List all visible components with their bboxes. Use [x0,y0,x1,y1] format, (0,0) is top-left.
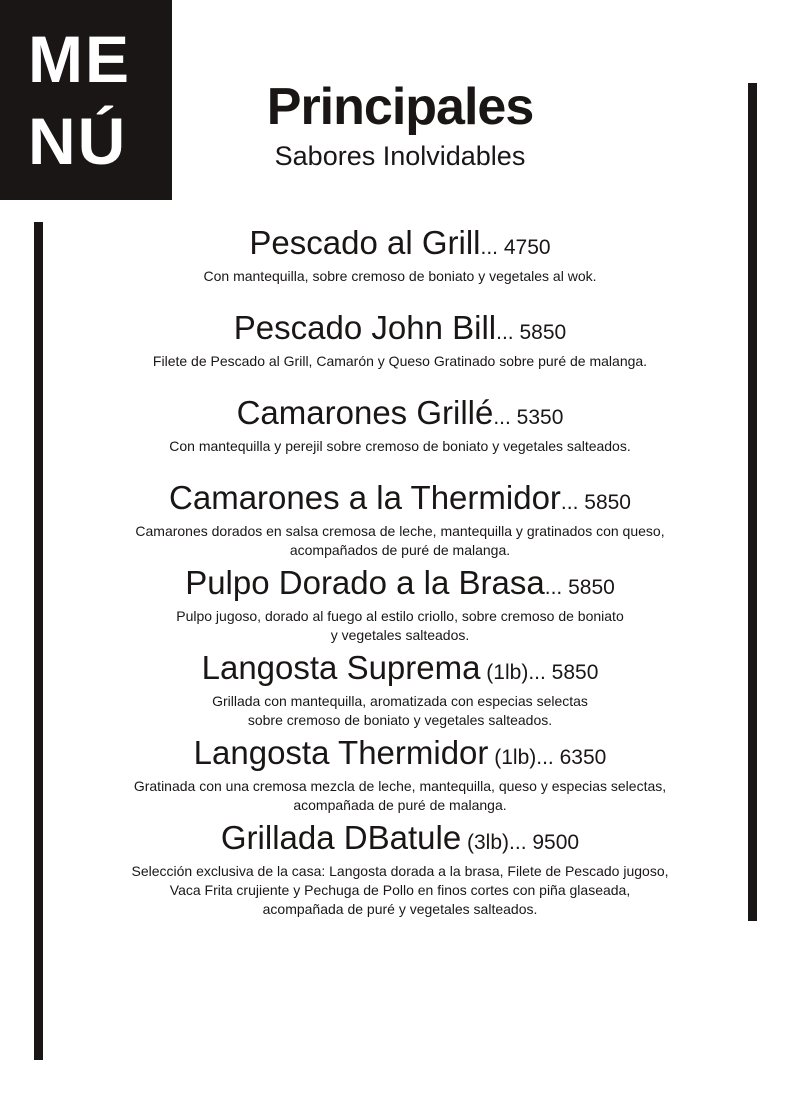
menu-item-description [60,267,740,286]
menu-item-price: ... 9500 [509,831,580,854]
menu-item-description-line: sobre cremoso de boniato y vegetales salteados. [247,712,553,728]
menu-badge [0,0,172,200]
menu-item-description [60,352,740,371]
menu-item-heading [60,563,740,610]
menu-item-description-line: Camarones dorados en salsa cremosa de leche, mantequilla y gratinados con queso, [135,523,665,539]
menu-item-description [60,777,740,815]
menu-item-price: ... 6350 [536,746,607,769]
menu-item-description-line: acompañados de puré de malanga. [289,542,511,558]
menu-item-heading [60,393,740,440]
menu-item-name: Grillada DBatule [220,819,462,856]
menu-item-name: Langosta Thermidor [193,734,489,771]
menu-item-description-line: Con mantequilla y perejil sobre cremoso de boniato y vegetales salteados. [169,438,631,454]
section-heading [190,78,610,172]
menu-item-name: Pescado al Grill [249,224,481,261]
menu-item [60,308,740,393]
menu-item-description [60,522,740,560]
menu-item-description-line: Con mantequilla, sobre cremoso de boniato y vegetales al wok. [203,268,597,284]
menu-item-name: Camarones a la Thermidor [169,479,561,516]
menu-item [60,818,740,928]
menu-item [60,223,740,308]
menu-item-size: (3lb) [461,831,510,854]
menu-item-price: ... 5850 [496,321,567,344]
menu-item-description-line: Grillada con mantequilla, aromatizada con especias selectas [212,693,588,709]
section-title: Principales [266,78,534,136]
menu-item-description-line: acompañada de puré y vegetales salteados. [262,901,538,917]
menu-item-name: Pescado John Bill [233,309,497,346]
menu-item-name: Pulpo Dorado a la Brasa [185,564,545,601]
menu-item-heading [60,478,740,525]
menu-item-price: ... 4750 [480,236,551,259]
menu-item-name: Langosta Suprema [201,649,481,686]
menu-item-description [60,437,740,456]
menu-item-price: ... 5850 [528,661,599,684]
menu-item-description-line: Filete de Pescado al Grill, Camarón y Queso Gratinado sobre puré de malanga. [152,353,648,369]
menu-item [60,478,740,563]
menu-item-description-line: Vaca Frita crujiente y Pechuga de Pollo en finos cortes con piña glaseada, [169,882,631,898]
menu-item-price: ... 5350 [493,406,564,429]
menu-item-description-line: y vegetales salteados. [330,627,470,643]
menu-badge-line-1: ME [28,22,131,96]
menu-item-heading [60,648,740,695]
left-decorative-bar [34,222,43,1060]
menu-item-heading [60,818,740,865]
menu-item [60,563,740,648]
menu-item-description [60,692,740,730]
menu-item-description-line: Selección exclusiva de la casa: Langosta dorada a la brasa, Filete de Pescado jugoso, [131,863,669,879]
menu-item [60,733,740,818]
menu-item-heading [60,223,740,270]
menu-item-description-line: Pulpo jugoso, dorado al fuego al estilo criollo, sobre cremoso de boniato [176,608,624,624]
right-decorative-bar [748,83,757,921]
menu-item-description-line: Gratinada con una cremosa mezcla de leche, mantequilla, queso y especias selectas, [133,778,667,794]
menu-item-description-line: acompañada de puré de malanga. [293,797,507,813]
menu-item [60,648,740,733]
menu-item-heading [60,733,740,780]
menu-item-description [60,862,740,919]
section-subtitle: Sabores Inolvidables [274,141,526,171]
menu-item [60,393,740,478]
menu-item-heading [60,308,740,355]
menu-items-list [60,223,740,928]
menu-item-price: ... 5850 [544,576,615,599]
menu-item-name: Camarones Grillé [236,394,494,431]
menu-item-size: (1lb) [488,746,537,769]
menu-item-description [60,607,740,645]
menu-item-size: (1lb) [480,661,529,684]
menu-badge-line-2: NÚ [28,104,128,178]
menu-item-price: ... 5850 [560,491,631,514]
